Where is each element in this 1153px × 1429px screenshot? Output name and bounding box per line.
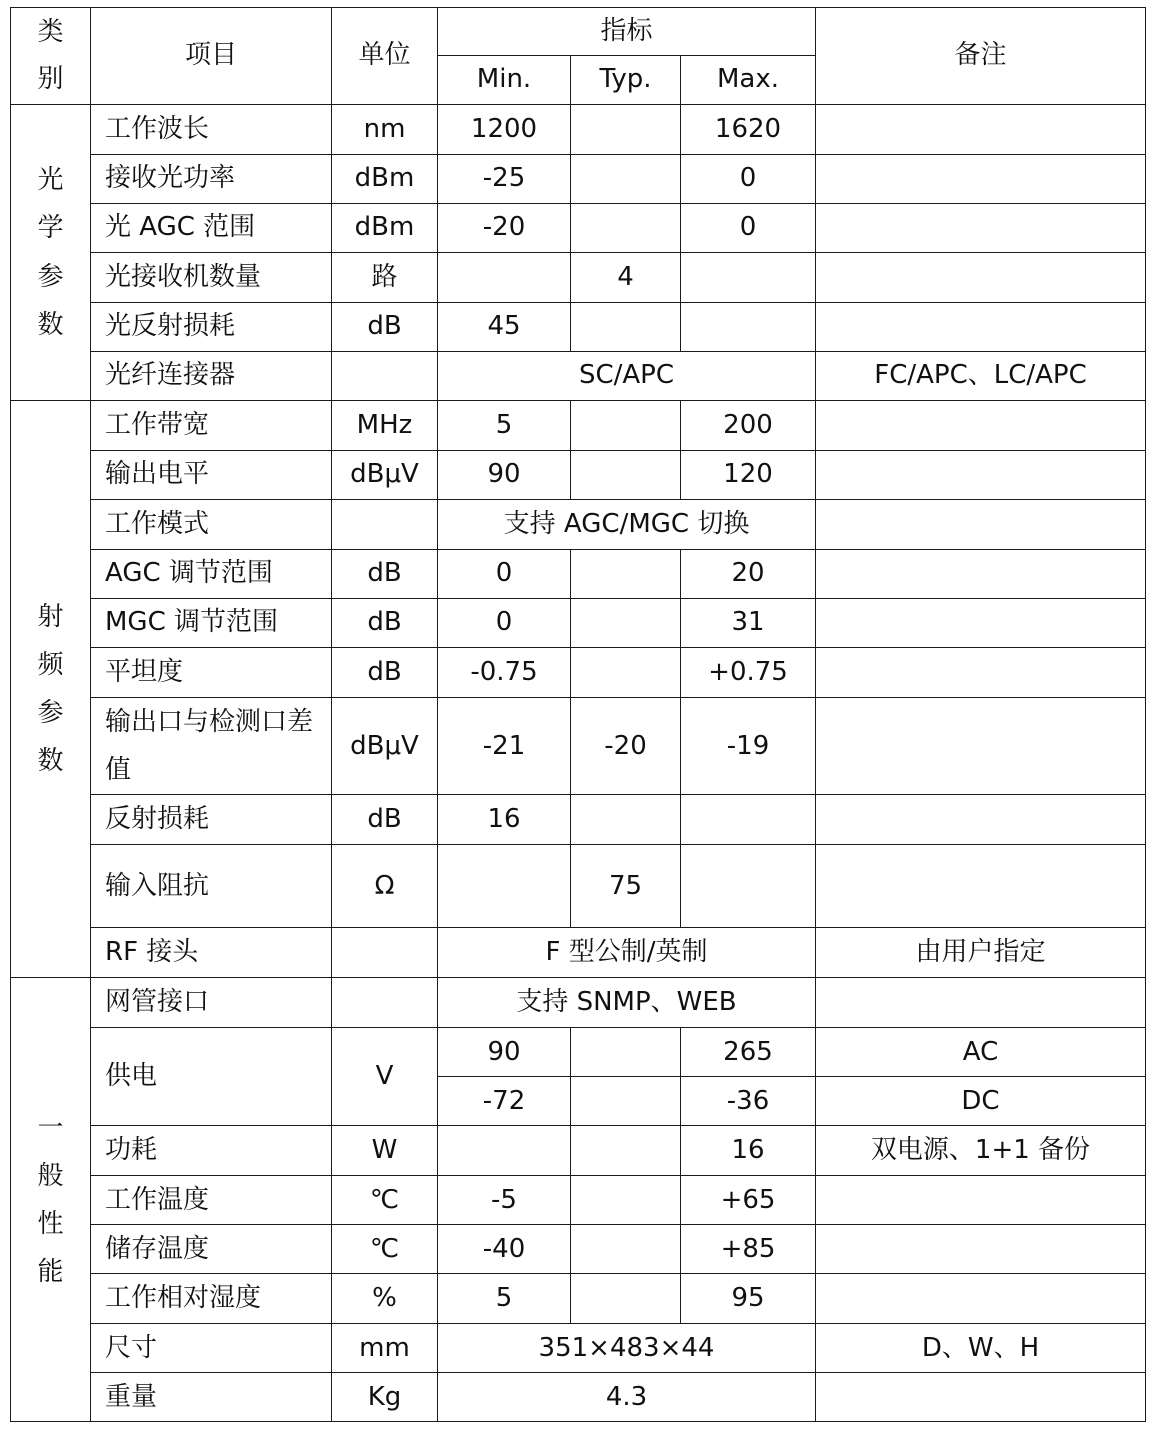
unit-cell: V — [332, 1028, 438, 1126]
typ-cell — [571, 1077, 681, 1126]
header-typ: Typ. — [571, 56, 681, 105]
remark-cell: D、W、H — [816, 1324, 1146, 1373]
min-cell: -40 — [438, 1225, 571, 1274]
item-name: 输出电平 — [91, 451, 332, 500]
unit-cell: Kg — [332, 1373, 438, 1422]
max-cell: 16 — [681, 1126, 816, 1176]
unit-cell: dBm — [332, 155, 438, 204]
unit-cell: % — [332, 1274, 438, 1324]
table-row — [11, 978, 1146, 1028]
item-name: 尺寸 — [91, 1324, 332, 1373]
unit-cell: ℃ — [332, 1176, 438, 1225]
min-cell: 5 — [438, 1274, 571, 1324]
remark-cell — [816, 1176, 1146, 1225]
item-name: 光 AGC 范围 — [91, 204, 332, 253]
header-item: 项目 — [91, 8, 332, 105]
min-cell: 90 — [438, 1028, 571, 1077]
typ-cell — [571, 1176, 681, 1225]
remark-cell — [816, 978, 1146, 1028]
unit-cell — [332, 928, 438, 978]
unit-cell — [332, 500, 438, 550]
table-row — [11, 1373, 1146, 1422]
header-min: Min. — [438, 56, 571, 105]
unit-cell: dBμV — [332, 698, 438, 795]
min-cell: 0 — [438, 550, 571, 599]
remark-cell — [816, 204, 1146, 253]
table-row — [11, 1324, 1146, 1373]
min-cell: 45 — [438, 303, 571, 352]
min-cell: -21 — [438, 698, 571, 795]
typ-cell — [571, 599, 681, 648]
spec-table — [10, 7, 1146, 1422]
unit-cell: dB — [332, 303, 438, 352]
typ-cell: 4 — [571, 253, 681, 303]
remark-cell — [816, 401, 1146, 451]
table-row — [11, 500, 1146, 550]
table-row — [11, 451, 1146, 500]
remark-cell — [816, 1274, 1146, 1324]
unit-cell: dB — [332, 795, 438, 845]
table-row — [11, 253, 1146, 303]
spec-span-cell: F 型公制/英制 — [438, 928, 816, 978]
table-row — [11, 155, 1146, 204]
item-name: 重量 — [91, 1373, 332, 1422]
typ-cell — [571, 1225, 681, 1274]
spec-span-cell: 支持 SNMP、WEB — [438, 978, 816, 1028]
remark-cell — [816, 795, 1146, 845]
max-cell: 0 — [681, 155, 816, 204]
header-row-top — [11, 8, 1146, 56]
remark-cell — [816, 648, 1146, 698]
item-name: 供电 — [91, 1028, 332, 1126]
max-cell — [681, 253, 816, 303]
remark-cell: 双电源、1+1 备份 — [816, 1126, 1146, 1176]
max-cell: +65 — [681, 1176, 816, 1225]
table-row — [11, 928, 1146, 978]
item-name: 工作模式 — [91, 500, 332, 550]
min-cell: 0 — [438, 599, 571, 648]
unit-cell — [332, 978, 438, 1028]
min-cell — [438, 253, 571, 303]
spec-span-cell: SC/APC — [438, 352, 816, 401]
item-name: 网管接口 — [91, 978, 332, 1028]
remark-cell: AC — [816, 1028, 1146, 1077]
min-cell: -20 — [438, 204, 571, 253]
table-row — [11, 550, 1146, 599]
min-cell: 1200 — [438, 105, 571, 155]
typ-cell — [571, 1028, 681, 1077]
typ-cell — [571, 1274, 681, 1324]
table-row — [11, 845, 1146, 928]
table-row — [11, 352, 1146, 401]
table-row — [11, 599, 1146, 648]
remark-cell — [816, 1373, 1146, 1422]
unit-cell: W — [332, 1126, 438, 1176]
remark-cell: DC — [816, 1077, 1146, 1126]
typ-cell — [571, 204, 681, 253]
remark-cell — [816, 698, 1146, 795]
max-cell: 200 — [681, 401, 816, 451]
min-cell: -25 — [438, 155, 571, 204]
header-max: Max. — [681, 56, 816, 105]
item-name: 工作相对湿度 — [91, 1274, 332, 1324]
max-cell: 95 — [681, 1274, 816, 1324]
max-cell: -19 — [681, 698, 816, 795]
remark-cell — [816, 500, 1146, 550]
unit-cell: ℃ — [332, 1225, 438, 1274]
item-name: 输出口与检测口差值 — [91, 698, 332, 795]
item-name: RF 接头 — [91, 928, 332, 978]
max-cell: 0 — [681, 204, 816, 253]
typ-cell — [571, 401, 681, 451]
min-cell: 90 — [438, 451, 571, 500]
spec-span-cell: 351×483×44 — [438, 1324, 816, 1373]
remark-cell — [816, 845, 1146, 928]
table-row — [11, 1126, 1146, 1176]
unit-cell: MHz — [332, 401, 438, 451]
min-cell: -72 — [438, 1077, 571, 1126]
min-cell: -5 — [438, 1176, 571, 1225]
max-cell: +0.75 — [681, 648, 816, 698]
unit-cell: Ω — [332, 845, 438, 928]
table-row — [11, 648, 1146, 698]
item-name: 工作带宽 — [91, 401, 332, 451]
category-general: 一 般 性 能 — [11, 978, 91, 1422]
table-row — [11, 401, 1146, 451]
table-row — [11, 204, 1146, 253]
unit-cell — [332, 352, 438, 401]
header-unit: 单位 — [332, 8, 438, 105]
max-cell: 265 — [681, 1028, 816, 1077]
unit-cell: 路 — [332, 253, 438, 303]
table-row — [11, 795, 1146, 845]
typ-cell: 75 — [571, 845, 681, 928]
remark-cell — [816, 303, 1146, 352]
unit-cell: nm — [332, 105, 438, 155]
max-cell: 1620 — [681, 105, 816, 155]
item-name: 光纤连接器 — [91, 352, 332, 401]
max-cell: 31 — [681, 599, 816, 648]
unit-cell: dBm — [332, 204, 438, 253]
category-optical: 光 学 参 数 — [11, 105, 91, 401]
unit-cell: mm — [332, 1324, 438, 1373]
spec-span-cell: 支持 AGC/MGC 切换 — [438, 500, 816, 550]
header-category: 类 别 — [11, 8, 91, 105]
max-cell: -36 — [681, 1077, 816, 1126]
remark-cell: 由用户指定 — [816, 928, 1146, 978]
item-name: AGC 调节范围 — [91, 550, 332, 599]
typ-cell — [571, 795, 681, 845]
unit-cell: dBμV — [332, 451, 438, 500]
min-cell: -0.75 — [438, 648, 571, 698]
table-row — [11, 698, 1146, 795]
max-cell — [681, 845, 816, 928]
item-name: 平坦度 — [91, 648, 332, 698]
category-rf: 射 频 参 数 — [11, 401, 91, 978]
min-cell — [438, 845, 571, 928]
item-name: 光接收机数量 — [91, 253, 332, 303]
spec-table-body — [11, 8, 1146, 1422]
max-cell — [681, 795, 816, 845]
item-name: MGC 调节范围 — [91, 599, 332, 648]
remark-cell — [816, 599, 1146, 648]
max-cell: +85 — [681, 1225, 816, 1274]
min-cell — [438, 1126, 571, 1176]
max-cell — [681, 303, 816, 352]
remark-cell — [816, 451, 1146, 500]
item-name: 储存温度 — [91, 1225, 332, 1274]
item-name: 光反射损耗 — [91, 303, 332, 352]
typ-cell: -20 — [571, 698, 681, 795]
remark-cell — [816, 1225, 1146, 1274]
item-name: 功耗 — [91, 1126, 332, 1176]
remark-cell: FC/APC、LC/APC — [816, 352, 1146, 401]
typ-cell — [571, 1126, 681, 1176]
typ-cell — [571, 451, 681, 500]
remark-cell — [816, 550, 1146, 599]
item-name: 工作温度 — [91, 1176, 332, 1225]
max-cell: 120 — [681, 451, 816, 500]
unit-cell: dB — [332, 648, 438, 698]
spec-span-cell: 4.3 — [438, 1373, 816, 1422]
table-row — [11, 303, 1146, 352]
remark-cell — [816, 105, 1146, 155]
header-spec: 指标 — [438, 8, 816, 56]
max-cell: 20 — [681, 550, 816, 599]
unit-cell: dB — [332, 599, 438, 648]
min-cell: 16 — [438, 795, 571, 845]
table-row — [11, 1028, 1146, 1077]
table-row — [11, 1225, 1146, 1274]
table-row — [11, 1176, 1146, 1225]
item-name: 输入阻抗 — [91, 845, 332, 928]
table-row — [11, 105, 1146, 155]
item-name: 接收光功率 — [91, 155, 332, 204]
min-cell: 5 — [438, 401, 571, 451]
header-remark: 备注 — [816, 8, 1146, 105]
typ-cell — [571, 550, 681, 599]
typ-cell — [571, 648, 681, 698]
remark-cell — [816, 155, 1146, 204]
unit-cell: dB — [332, 550, 438, 599]
table-row — [11, 1274, 1146, 1324]
typ-cell — [571, 155, 681, 204]
typ-cell — [571, 303, 681, 352]
typ-cell — [571, 105, 681, 155]
remark-cell — [816, 253, 1146, 303]
item-name: 反射损耗 — [91, 795, 332, 845]
item-name: 工作波长 — [91, 105, 332, 155]
